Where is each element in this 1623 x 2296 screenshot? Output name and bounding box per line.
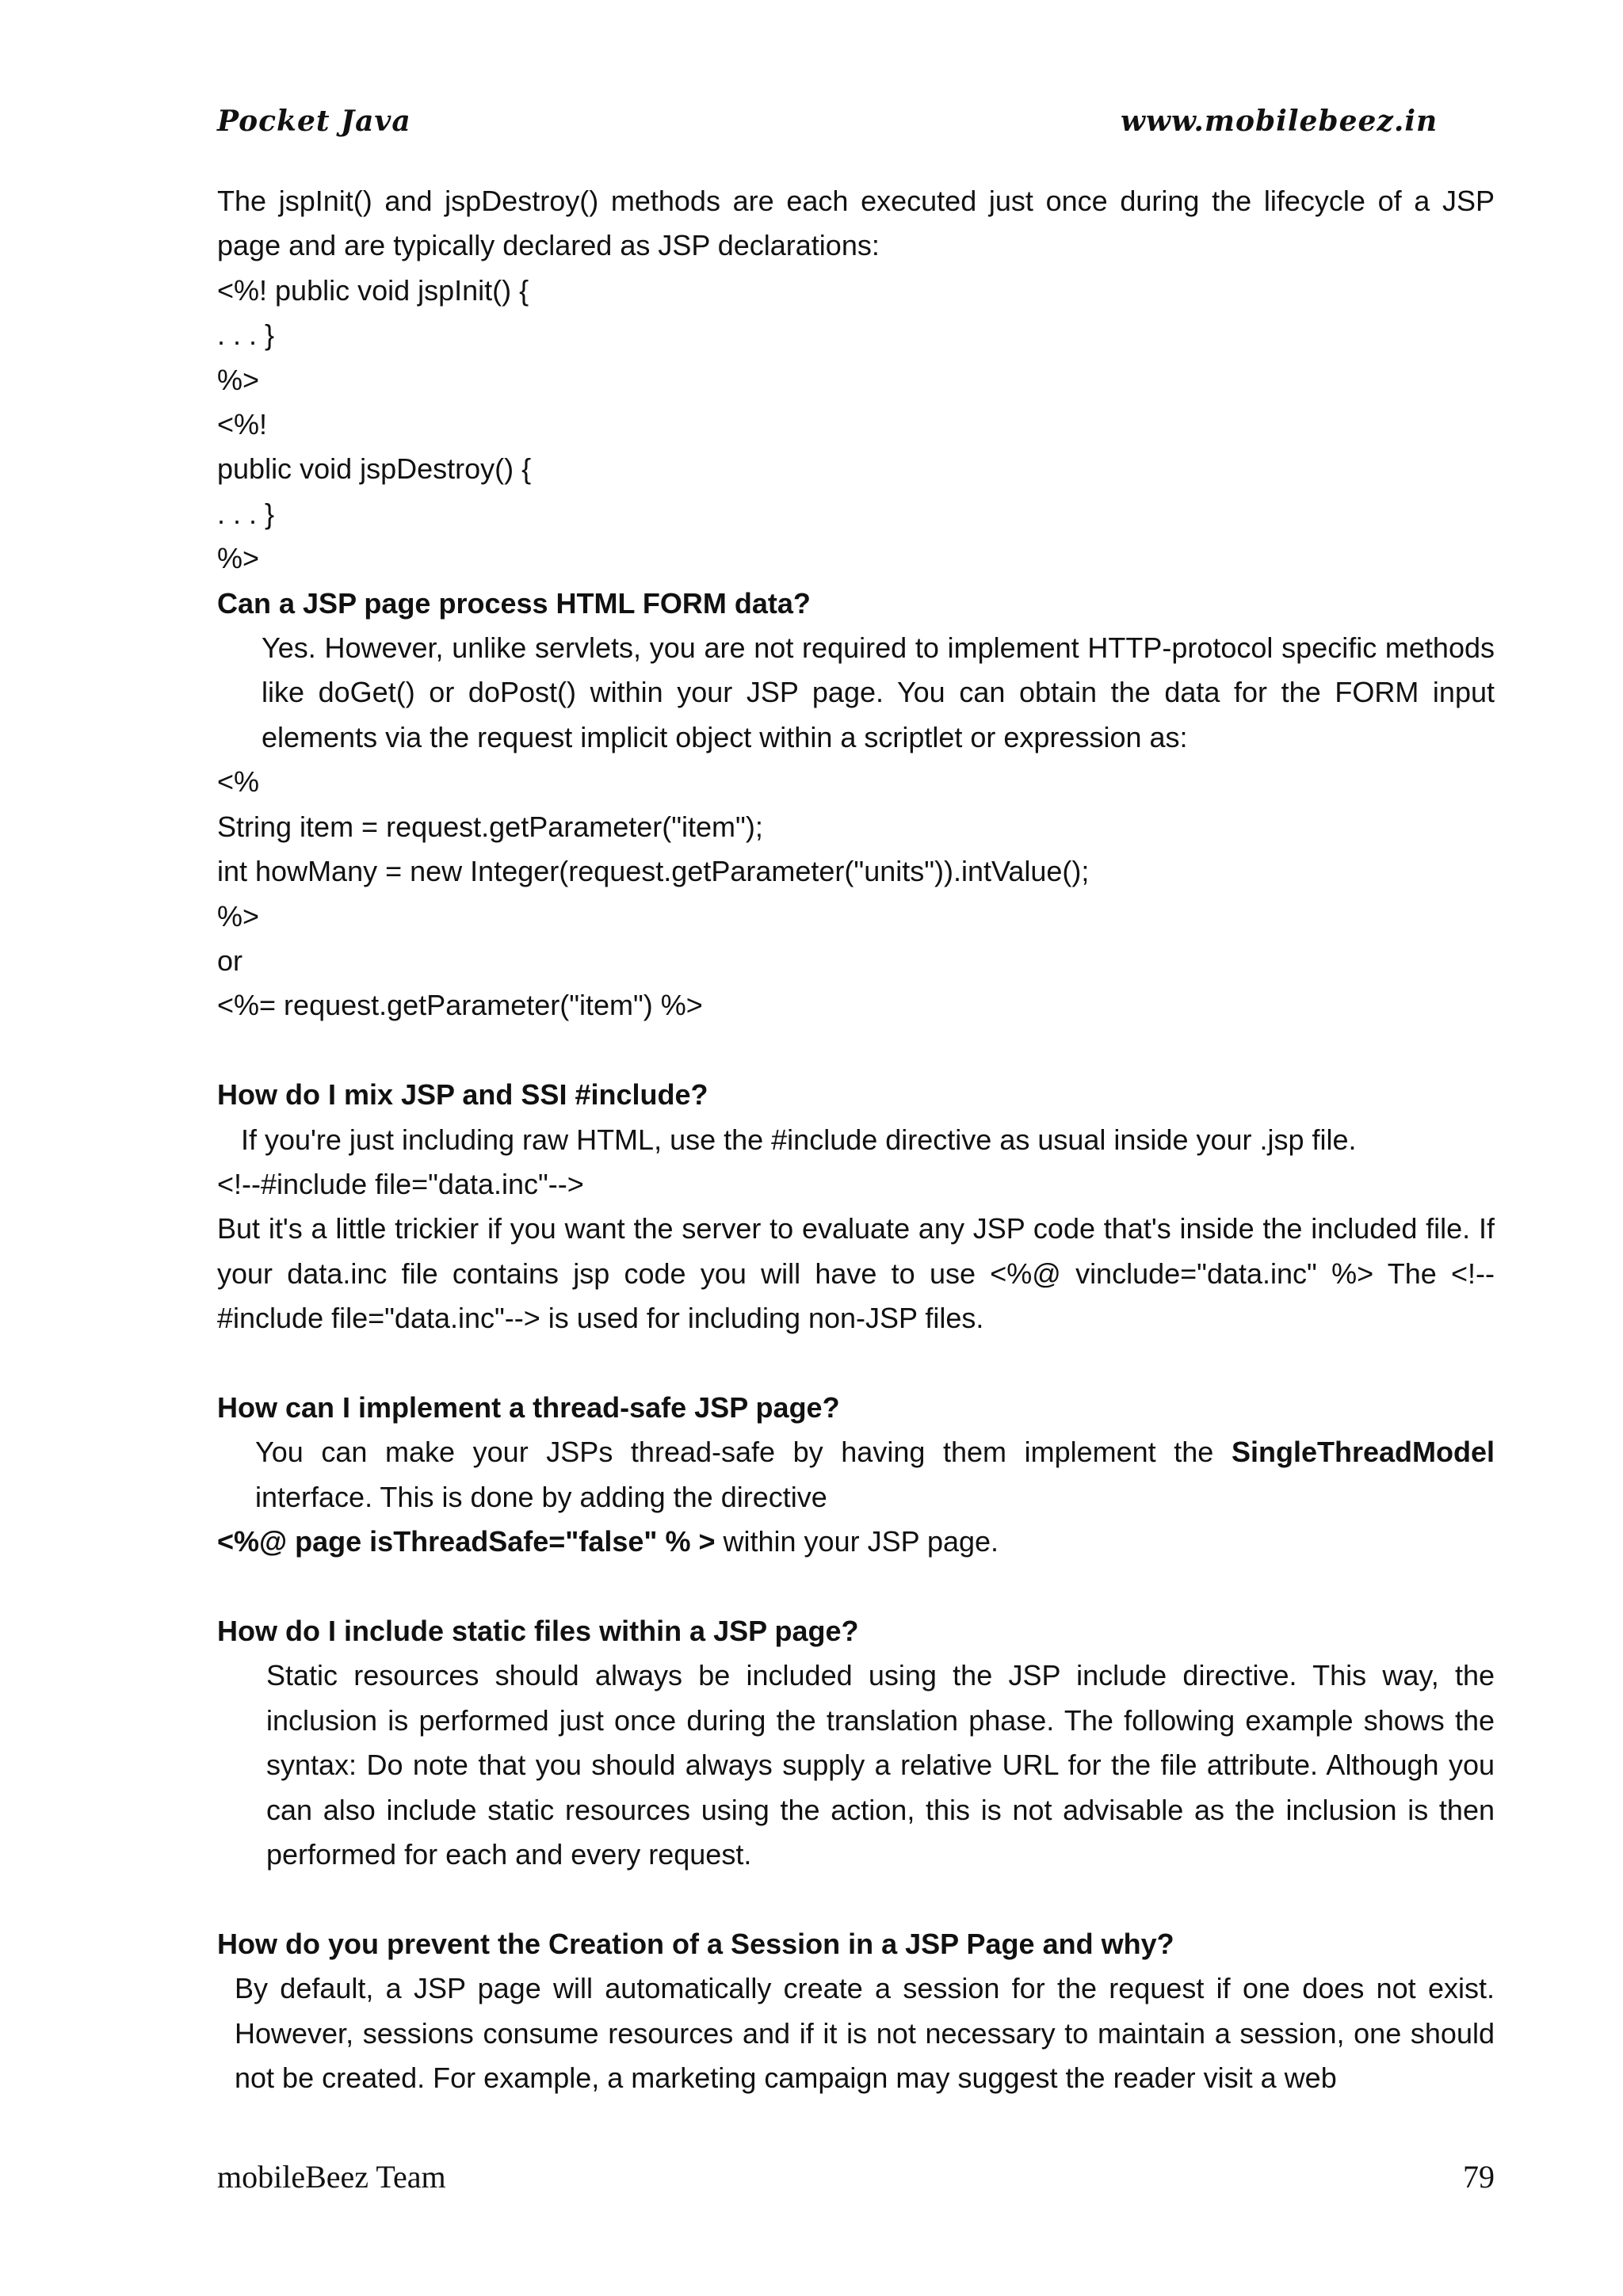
header-website: www.mobilebeez.in: [1121, 105, 1438, 138]
answer-paragraph: Static resources should always be included using the JSP include directive. This way, the inclusion is performed just once during the translation phase. The following example shows the syntax: Do note that you should always supply a relative URL for the file attribute. Although you can also include static resources using the action, this is not advisable as the inclusion is then performed for each and every request.: [266, 1659, 1495, 1871]
code-line: <!--#include file="data.inc"-->: [217, 1167, 584, 1200]
directive-text: within your JSP page.: [715, 1525, 999, 1558]
question-heading: How do you prevent the Creation of a Session in a JSP Page and why?: [217, 1927, 1174, 1960]
code-line: or: [217, 944, 243, 977]
answer-paragraph: [217, 1430, 1495, 1520]
code-line: <%!: [217, 408, 268, 441]
answer-paragraph: By default, a JSP page will automatically create a session for the request if one does not exist. However, sessions consume resources and if it is not necessary to maintain a session, one should not be created. For example, a marketing campaign may suggest the reader visit a web: [235, 1972, 1495, 2094]
question-heading: How do I mix JSP and SSI #include?: [217, 1078, 708, 1112]
footer-author: mobileBeez Team: [217, 2159, 446, 2195]
code-line: <%= request.getParameter("item") %>: [217, 989, 703, 1022]
directive-line: [217, 1520, 1495, 1564]
paragraph-gap: [217, 1565, 1495, 1609]
code-line: %>: [217, 363, 260, 396]
answer-paragraph: If you're just including raw HTML, use the #include directive as usual inside your .jsp file.: [241, 1123, 1357, 1156]
answer-text: interface. This is done by adding the directive: [255, 1480, 827, 1513]
code-line: %>: [217, 899, 260, 933]
paragraph-gap: [217, 1877, 1495, 1921]
lifecycle-paragraph: The jspInit() and jspDestroy() methods are each executed just once during the lifecycle of a JSP page and are typically declared as JSP declarations:: [217, 185, 1495, 262]
question-heading: Can a JSP page process HTML FORM data?: [217, 586, 811, 620]
interface-name: SingleThreadModel: [1231, 1436, 1495, 1469]
code-line: String item = request.getParameter("item");: [217, 810, 763, 843]
question-heading: How do I include static files within a JSP page?: [217, 1614, 859, 1647]
question-heading: How can I implement a thread-safe JSP page?: [217, 1390, 840, 1424]
header-book-title: Pocket Java: [217, 105, 411, 138]
code-line: <%: [217, 765, 260, 799]
code-line: int howMany = new Integer(request.getParameter("units")).intValue();: [217, 855, 1090, 888]
directive-code: <%@ page isThreadSafe="false" % >: [217, 1525, 716, 1558]
paragraph-gap: [217, 1341, 1495, 1386]
page-number: 79: [1463, 2159, 1495, 2195]
code-line: . . . }: [217, 318, 275, 352]
code-line: . . . }: [217, 497, 275, 530]
answer-text: You can make your JSPs thread-safe by having them implement the: [255, 1436, 1232, 1469]
paragraph-gap: [217, 1028, 1495, 1073]
code-line: <%! public void jspInit() {: [217, 273, 529, 307]
page-content: [217, 179, 1495, 2100]
code-line: public void jspDestroy() {: [217, 452, 532, 486]
answer-paragraph: Yes. However, unlike servlets, you are not required to implement HTTP-protocol specific methods like doGet() or doPost() within your JSP page. You can obtain the data for the FORM input elements via the request implicit object within a scriptlet or expression as:: [262, 631, 1495, 753]
answer-paragraph: But it's a little trickier if you want the server to evaluate any JSP code that's inside the included file. If your data.inc file contains jsp code you will have to use <%@ vinclude="data.inc" %> The <!--#include file="data.inc"--> is used for including non-JSP files.: [217, 1212, 1495, 1335]
code-line: %>: [217, 542, 260, 575]
